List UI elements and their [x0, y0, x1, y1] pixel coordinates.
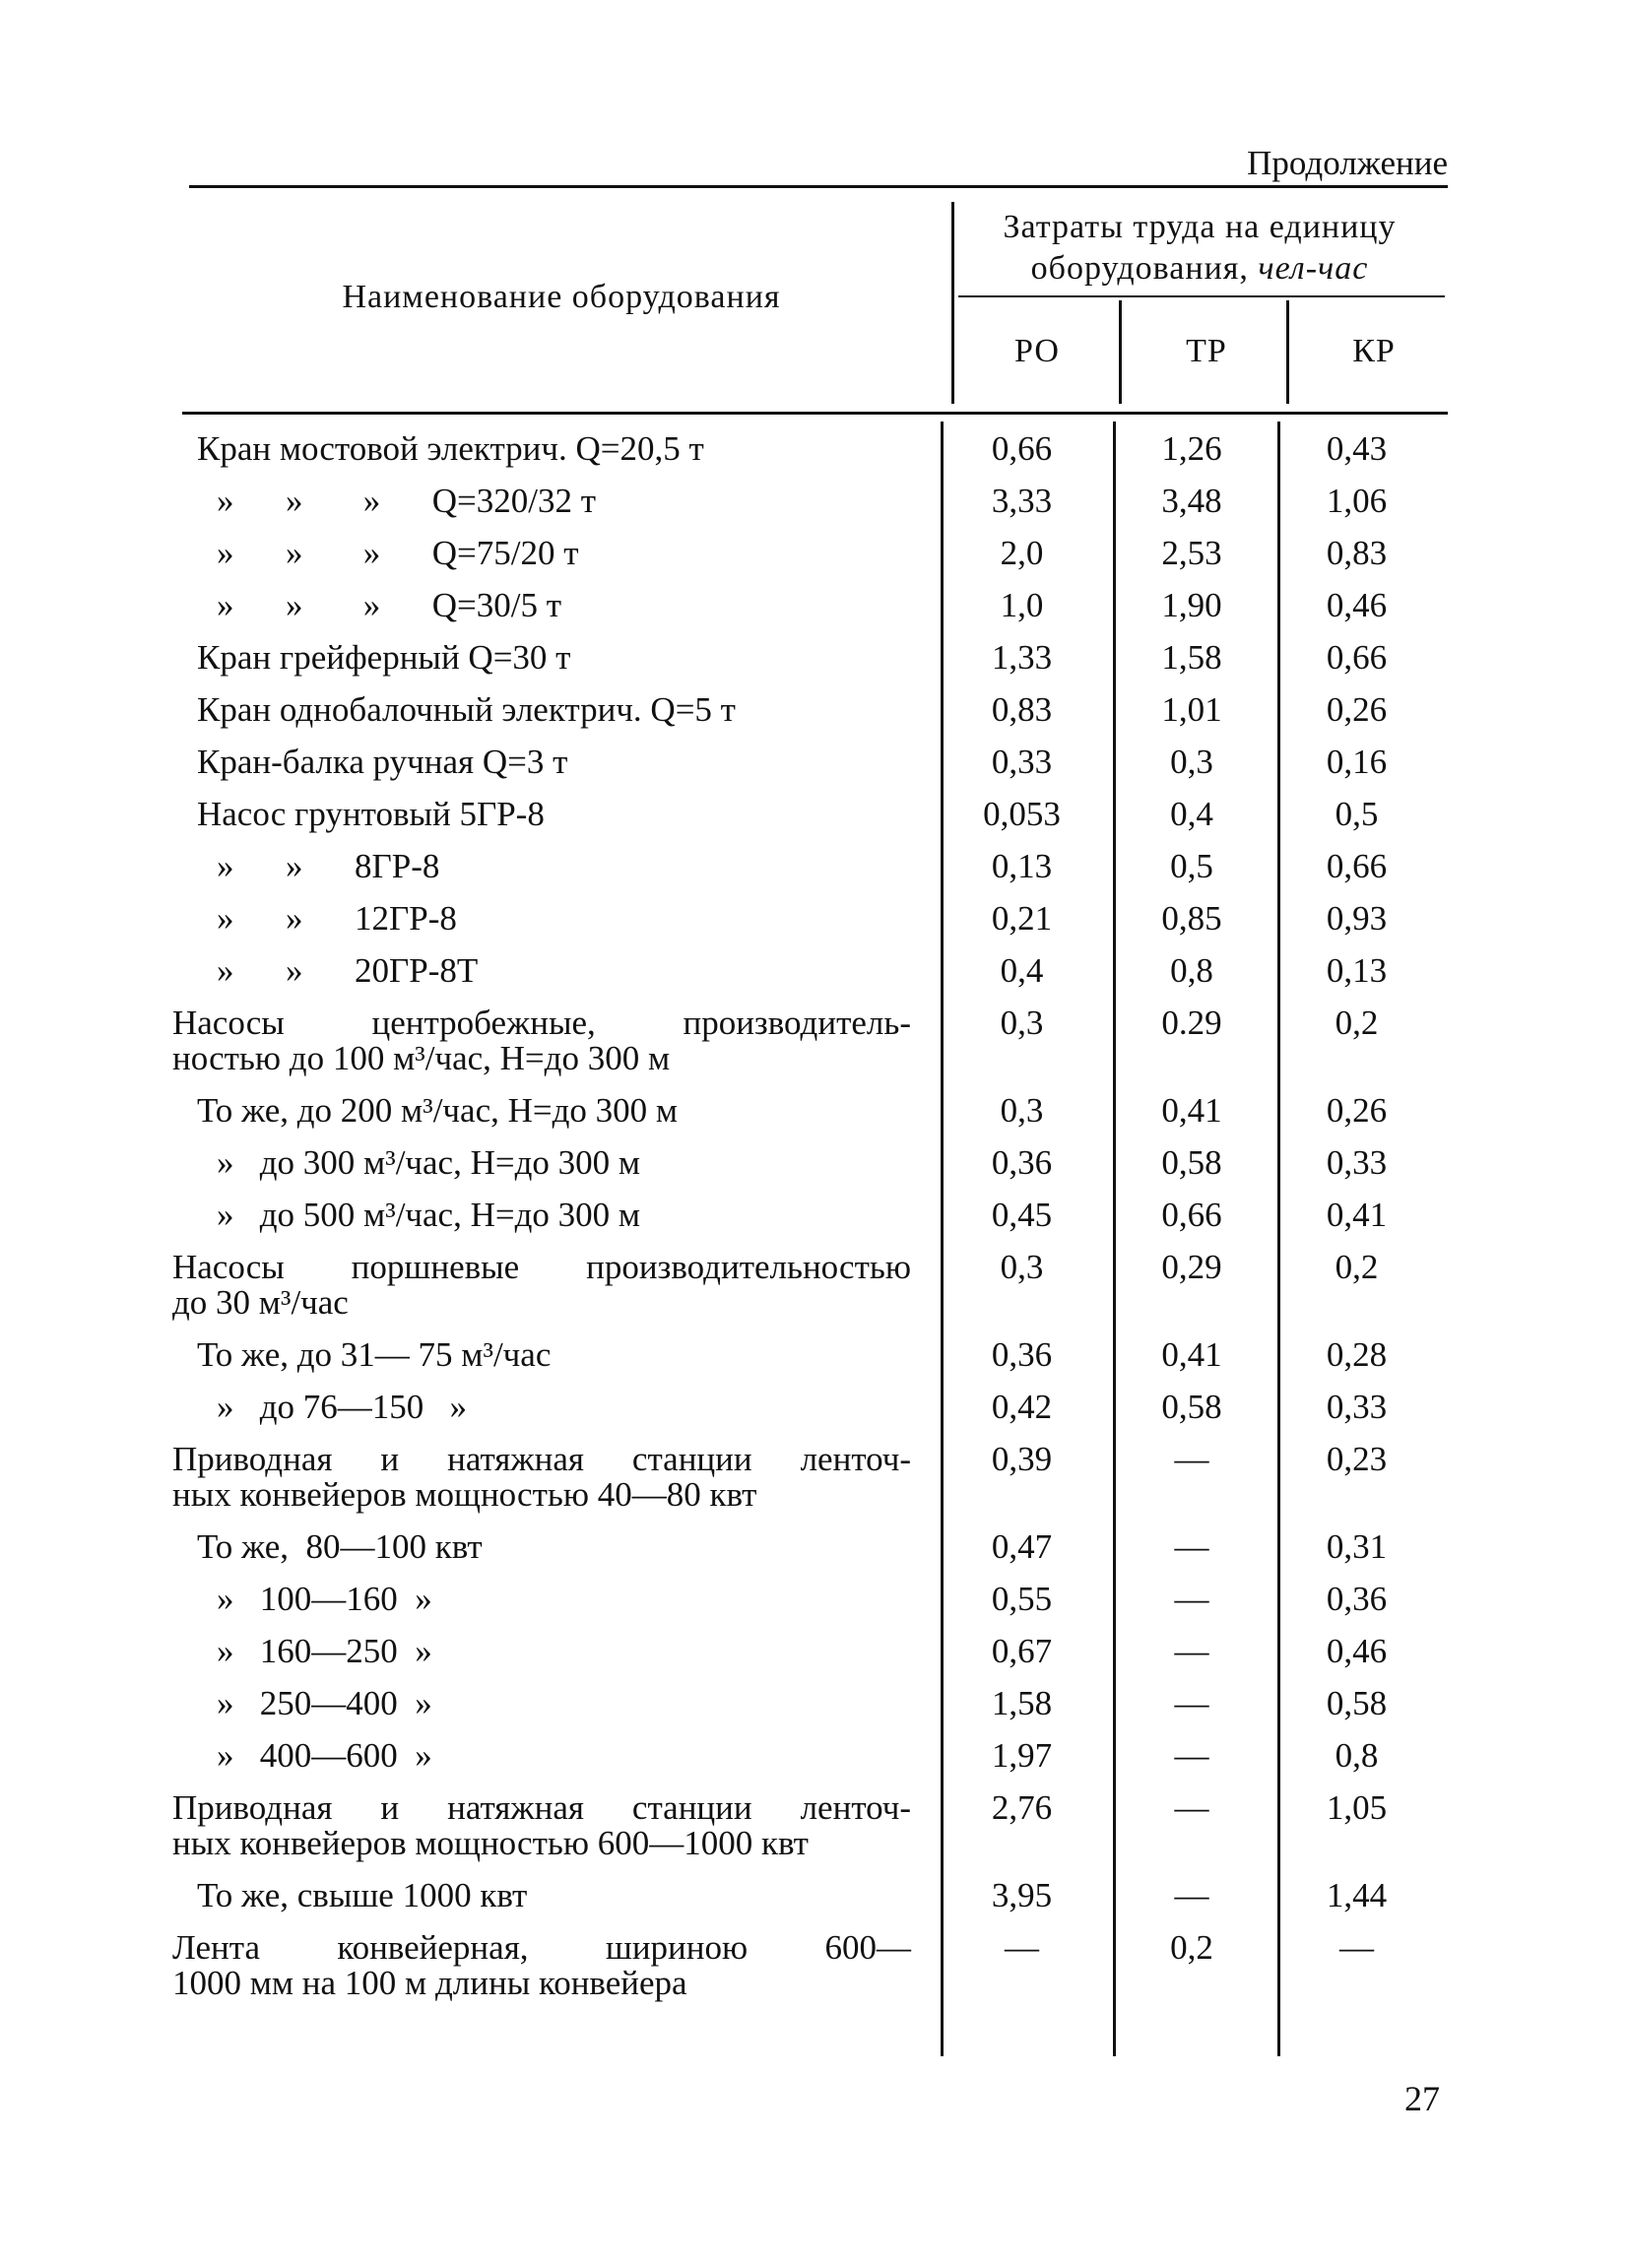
equipment-name: [172, 1686, 936, 1738]
equipment-name: [172, 536, 936, 588]
equipment-name-line2: ных конвейеров мощностью 40—80 квт: [172, 1475, 757, 1514]
header-divider-2: [1119, 300, 1122, 404]
value-tr: —: [1174, 1876, 1209, 1914]
value-ro: 0,47: [991, 1527, 1053, 1566]
header-labor-cost-text: оборудования,: [1030, 250, 1249, 287]
equipment-name: [172, 1790, 936, 1878]
table-row: [172, 431, 1438, 484]
equipment-name-line1: Кран мостовой электрич. Q=20,5 т: [197, 429, 704, 468]
equipment-name-line1: То же, 80—100 квт: [197, 1527, 483, 1566]
table-row: [172, 1005, 1438, 1093]
value-ro: 1,33: [991, 638, 1053, 677]
equipment-name: [172, 1337, 936, 1390]
table-row: [172, 1634, 1438, 1686]
equipment-name-line1: » » 12ГР-8: [217, 899, 457, 938]
value-tr: 0,2: [1170, 1928, 1213, 1967]
equipment-name-line1: » 100—160 »: [217, 1580, 432, 1618]
equipment-name-line1: » до 76—150 »: [217, 1388, 468, 1426]
table-row: [172, 484, 1438, 536]
table-row: [172, 1790, 1438, 1878]
value-kr: 0,93: [1326, 899, 1388, 938]
equipment-name-line1: » » 8ГР-8: [217, 847, 440, 885]
value-kr: 0,23: [1326, 1440, 1388, 1478]
value-tr: 1,01: [1161, 690, 1222, 729]
header-labor-cost-line2: [953, 248, 1446, 290]
value-kr: 1,44: [1326, 1876, 1388, 1914]
table-row: [172, 901, 1438, 953]
equipment-name: [172, 1634, 936, 1686]
value-ro: 1,97: [991, 1736, 1053, 1775]
table-row: [172, 1093, 1438, 1145]
equipment-name: [172, 588, 936, 640]
equipment-name: [172, 1390, 936, 1442]
table-row: [172, 1582, 1438, 1634]
equipment-name: [172, 745, 936, 797]
value-ro: 0,4: [1000, 951, 1044, 990]
value-kr: 0,31: [1326, 1527, 1388, 1566]
table-body: [172, 431, 1438, 2018]
value-kr: 0,58: [1326, 1684, 1388, 1722]
table-row: [172, 1145, 1438, 1198]
value-ro: 0,67: [991, 1632, 1053, 1670]
value-tr: 0,3: [1170, 743, 1213, 781]
value-ro: 0,45: [991, 1196, 1053, 1234]
value-kr: 0,33: [1326, 1143, 1388, 1182]
table-row: [172, 640, 1438, 692]
table-row: [172, 745, 1438, 797]
value-kr: 0,5: [1335, 795, 1379, 833]
table-row: [172, 1686, 1438, 1738]
equipment-name: [172, 901, 936, 953]
table-row: [172, 1529, 1438, 1582]
value-ro: 0,83: [991, 690, 1053, 729]
value-tr: —: [1174, 1440, 1209, 1478]
header-equipment-name: Наименование оборудования: [342, 279, 781, 315]
equipment-name-line1: Насосы центробежные, производитель-: [172, 1004, 911, 1042]
value-kr: 0,46: [1326, 1632, 1388, 1670]
value-ro: 0,3: [1000, 1004, 1044, 1042]
value-ro: 0,3: [1000, 1091, 1044, 1130]
equipment-name: [172, 1529, 936, 1582]
value-ro: 0,66: [991, 429, 1053, 468]
value-tr: 1,90: [1161, 586, 1222, 624]
value-tr: 0,8: [1170, 951, 1213, 990]
table-row: [172, 1738, 1438, 1790]
equipment-name-line1: » » » Q=30/5 т: [217, 586, 562, 624]
equipment-name-line1: То же, до 200 м³/час, Н=до 300 м: [197, 1091, 679, 1130]
value-kr: 0,16: [1326, 743, 1388, 781]
table-row: [172, 1878, 1438, 1930]
value-ro: 1,0: [1000, 586, 1044, 624]
value-tr: 0,5: [1170, 847, 1213, 885]
equipment-name: [172, 1093, 936, 1145]
table-row: [172, 588, 1438, 640]
value-tr: —: [1174, 1788, 1209, 1827]
table-row: [172, 953, 1438, 1005]
value-kr: 0,28: [1326, 1335, 1388, 1374]
value-ro: 0,33: [991, 743, 1053, 781]
equipment-name-line2: ностью до 100 м³/час, Н=до 300 м: [172, 1039, 671, 1077]
equipment-name: [172, 431, 936, 484]
header-divider-3: [1286, 300, 1289, 404]
value-tr: 0.29: [1161, 1004, 1222, 1042]
header-col-tr: ТР: [1186, 333, 1227, 369]
table-row: [172, 1250, 1438, 1337]
equipment-name-line1: » до 300 м³/час, Н=до 300 м: [217, 1143, 641, 1182]
equipment-name: [172, 953, 936, 1005]
equipment-name: [172, 1582, 936, 1634]
equipment-name: [172, 1930, 936, 2018]
value-kr: 0,83: [1326, 534, 1388, 572]
value-ro: 2,0: [1000, 534, 1044, 572]
value-ro: 1,58: [991, 1684, 1053, 1722]
value-kr: 0,46: [1326, 586, 1388, 624]
value-ro: 0,053: [983, 795, 1061, 833]
value-kr: 0,36: [1326, 1580, 1388, 1618]
equipment-name-line1: » » » Q=320/32 т: [217, 482, 597, 520]
equipment-name-line1: » 400—600 »: [217, 1736, 432, 1775]
page-number: 27: [1404, 2079, 1440, 2118]
value-ro: 3,95: [991, 1876, 1053, 1914]
equipment-name-line2: до 30 м³/час: [172, 1283, 349, 1322]
table-row: [172, 536, 1438, 588]
value-ro: 0,39: [991, 1440, 1053, 1478]
table-row: [172, 1930, 1438, 2018]
equipment-name-line1: То же, свыше 1000 квт: [197, 1876, 528, 1914]
header-sub-rule: [958, 295, 1445, 297]
value-kr: 0,26: [1326, 1091, 1388, 1130]
continuation-label: Продолжение: [1247, 144, 1448, 182]
equipment-name-line1: » до 500 м³/час, Н=до 300 м: [217, 1196, 641, 1234]
value-ro: —: [1005, 1928, 1039, 1967]
equipment-name: [172, 1145, 936, 1198]
equipment-name-line2: ных конвейеров мощностью 600—1000 квт: [172, 1824, 809, 1862]
value-tr: —: [1174, 1580, 1209, 1618]
equipment-name: [172, 1738, 936, 1790]
header-labor-cost-line1: Затраты труда на единицу: [1003, 209, 1397, 245]
value-kr: 0,2: [1335, 1248, 1379, 1286]
value-tr: 2,53: [1161, 534, 1222, 572]
value-tr: 0,58: [1161, 1388, 1222, 1426]
table-row: [172, 1198, 1438, 1250]
equipment-name: [172, 797, 936, 849]
value-tr: —: [1174, 1684, 1209, 1722]
value-tr: 1,58: [1161, 638, 1222, 677]
header-col-kr: КР: [1352, 333, 1396, 369]
equipment-name-line1: Кран однобалочный электрич. Q=5 т: [197, 690, 736, 729]
equipment-name-line2: 1000 мм на 100 м длины конвейера: [172, 1964, 687, 2002]
value-ro: 0,36: [991, 1335, 1053, 1374]
equipment-name: [172, 640, 936, 692]
header-divider-1: [951, 202, 954, 404]
value-tr: 0,85: [1161, 899, 1222, 938]
value-kr: 0,33: [1326, 1388, 1388, 1426]
value-kr: 0,41: [1326, 1196, 1388, 1234]
equipment-name-line1: То же, до 31— 75 м³/час: [197, 1335, 552, 1374]
equipment-name-line1: » » » Q=75/20 т: [217, 534, 579, 572]
value-tr: —: [1174, 1632, 1209, 1670]
value-kr: 0,26: [1326, 690, 1388, 729]
header-col-ro: РО: [1014, 333, 1060, 369]
value-kr: 0,2: [1335, 1004, 1379, 1042]
header-bottom-rule: [182, 412, 1448, 415]
value-tr: —: [1174, 1527, 1209, 1566]
value-kr: 0,8: [1335, 1736, 1379, 1775]
value-kr: 0,13: [1326, 951, 1388, 990]
value-tr: 0,4: [1170, 795, 1213, 833]
value-tr: 0,66: [1161, 1196, 1222, 1234]
table-row: [172, 692, 1438, 745]
table-row: [172, 1442, 1438, 1529]
value-kr: —: [1339, 1928, 1374, 1967]
equipment-name-line1: Кран грейферный Q=30 т: [197, 638, 571, 677]
value-ro: 2,76: [991, 1788, 1053, 1827]
equipment-name-line1: Насосы поршневые производительностью: [172, 1248, 911, 1286]
equipment-table: [172, 431, 1438, 2018]
equipment-name: [172, 1198, 936, 1250]
value-ro: 3,33: [991, 482, 1053, 520]
value-tr: 0,58: [1161, 1143, 1222, 1182]
equipment-name: [172, 692, 936, 745]
equipment-name: [172, 1250, 936, 1337]
header-labor-cost-unit: чел-час: [1258, 250, 1369, 287]
value-tr: 0,41: [1161, 1091, 1222, 1130]
table-row: [172, 797, 1438, 849]
equipment-name: [172, 1442, 936, 1529]
equipment-name-line1: » 250—400 »: [217, 1684, 432, 1722]
value-tr: 3,48: [1161, 482, 1222, 520]
equipment-name-line1: Приводная и натяжная станции ленточ-: [172, 1440, 911, 1478]
value-kr: 1,05: [1326, 1788, 1388, 1827]
value-ro: 0,13: [991, 847, 1053, 885]
value-ro: 0,36: [991, 1143, 1053, 1182]
equipment-name-line1: Насос грунтовый 5ГР-8: [197, 795, 545, 833]
value-ro: 0,3: [1000, 1248, 1044, 1286]
table-row: [172, 1337, 1438, 1390]
equipment-name: [172, 849, 936, 901]
value-kr: 0,66: [1326, 638, 1388, 677]
table-row: [172, 1390, 1438, 1442]
value-ro: 0,55: [991, 1580, 1053, 1618]
value-tr: 0,29: [1161, 1248, 1222, 1286]
top-rule: [189, 185, 1448, 188]
table-row: [172, 849, 1438, 901]
equipment-name-line1: Приводная и натяжная станции ленточ-: [172, 1788, 911, 1827]
value-kr: 1,06: [1326, 482, 1388, 520]
value-tr: —: [1174, 1736, 1209, 1775]
equipment-name: [172, 1005, 936, 1093]
equipment-name-line1: » » 20ГР-8Т: [217, 951, 479, 990]
header-labor-cost: [953, 207, 1446, 290]
equipment-name: [172, 484, 936, 536]
value-ro: 0,21: [991, 899, 1053, 938]
equipment-name: [172, 1878, 936, 1930]
equipment-name-line1: Лента конвейерная, шириною 600—: [172, 1928, 911, 1967]
value-ro: 0,42: [991, 1388, 1053, 1426]
value-tr: 1,26: [1161, 429, 1222, 468]
equipment-name-line1: Кран-балка ручная Q=3 т: [197, 743, 568, 781]
value-kr: 0,66: [1326, 847, 1388, 885]
value-tr: 0,41: [1161, 1335, 1222, 1374]
value-kr: 0,43: [1326, 429, 1388, 468]
equipment-name-line1: » 160—250 »: [217, 1632, 432, 1670]
